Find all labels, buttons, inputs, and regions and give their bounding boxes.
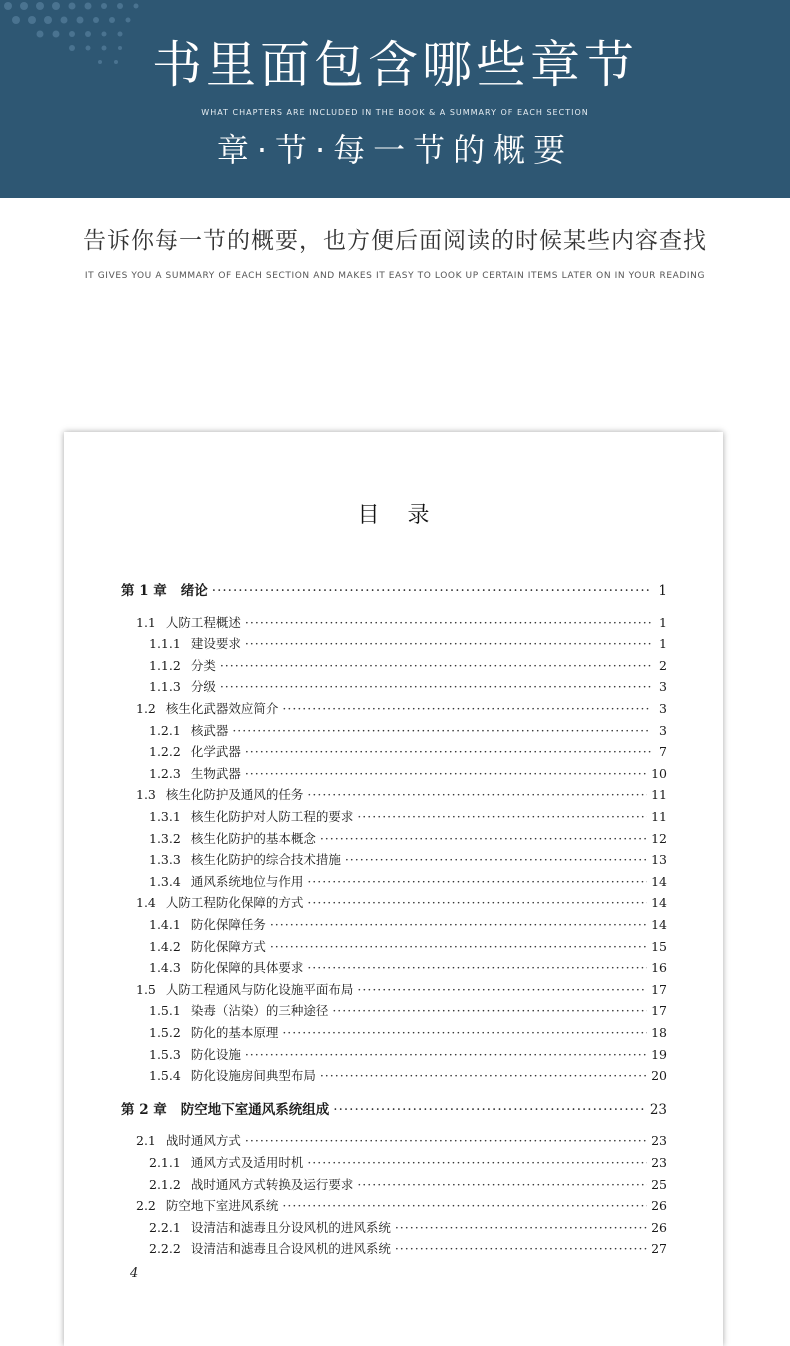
toc-number: 1.4.1 [149,917,181,932]
toc-page-number: 27 [651,1241,667,1257]
book-page [64,432,723,1346]
toc-page-number: 1 [659,614,667,630]
toc-subsection [149,808,667,826]
toc-section [136,614,667,632]
toc-entry-title: 防空地下室通风系统组成 [180,1101,330,1118]
toc-entry-title: 核生化武器效应简介 [165,701,279,716]
toc-page-number: 17 [651,981,667,997]
toc-page-number: 14 [651,895,667,911]
toc-leader [333,1101,646,1119]
toc-subsection [149,722,667,740]
toc-number: 1.1.2 [149,657,181,673]
toc-page-number: 1 [658,583,667,599]
toc-subsection [149,1240,667,1258]
toc-subsection [149,1002,667,1020]
toc-page-number: 16 [651,960,667,976]
toc-subsection [149,938,667,956]
toc-leader [245,1046,647,1064]
toc-number: 2.1.2 [149,1176,181,1192]
toc-leader [357,808,647,826]
toc-subsection [149,657,667,675]
toc-number: 1.2 [136,701,156,716]
toc-entry-title: 核生化防护对人防工程的要求 [190,809,354,824]
toc-entry-title: 防化设施房间典型布局 [190,1068,316,1084]
toc-leader [282,1024,647,1042]
toc-page-number: 13 [651,852,667,868]
toc-section [136,786,667,804]
toc-subsection [149,851,667,869]
toc-number: 第 1 章 [121,583,167,599]
toc-entry-title: 染毒（沾染）的三种途径 [190,1003,329,1019]
toc-chapter [121,582,667,600]
toc-entry-title: 防化保障方式 [190,938,266,954]
toc-number: 1.5.3 [149,1046,181,1062]
toc-leader [395,1240,647,1258]
toc-entry-title: 防化的基本原理 [190,1025,279,1040]
toc-leader [357,1176,647,1194]
toc-entry-title: 防化设施 [190,1046,241,1062]
toc-section [136,981,667,999]
toc-page-number: 1 [659,636,667,652]
toc-chapter [121,1101,667,1119]
toc-subsection [149,1219,667,1237]
toc-number: 2.2 [136,1198,156,1214]
toc-entry-title: 绪论 [180,583,208,599]
toc-subsection [149,678,667,696]
toc-entry-title: 分级 [190,679,216,695]
toc-leader [307,894,647,912]
toc-leader [270,938,647,956]
toc-entry-title: 核武器 [190,722,229,738]
toc-leader [245,765,647,783]
toc-entry-title: 核生化防护的基本概念 [190,830,316,846]
toc-number: 1.3.3 [149,852,181,868]
toc-entry-title: 建设要求 [190,636,241,652]
toc-number: 1.4 [136,895,156,911]
toc-page-number: 15 [651,938,667,954]
intro-text-en: IT GIVES YOU A SUMMARY OF EACH SECTION AND MAKES IT EASY TO LOOK UP CERTAIN ITEMS LATER ON IN YOUR READING [84,271,706,281]
toc-leader [332,1002,647,1020]
toc-section [136,1132,667,1150]
toc-page-number: 23 [651,1133,667,1149]
toc-leader [232,722,651,740]
toc-leader [345,851,647,869]
toc-number: 1.4.2 [149,938,181,954]
toc-subsection [149,1024,667,1042]
banner-subtitle: 章·节·每一节的概要 [216,131,574,169]
toc-leader [357,981,647,999]
toc-number: 1.5.2 [149,1025,181,1040]
toc-entry-title: 人防工程通风与防化设施平面布局 [165,981,354,997]
toc-entry-title: 防空地下室进风系统 [165,1198,279,1214]
toc-number: 1.3.4 [149,873,181,889]
toc-leader [282,700,651,718]
toc-entry-title: 通风方式及适用时机 [190,1155,304,1170]
toc-page-number: 12 [651,830,667,846]
toc-page-number: 26 [651,1219,667,1235]
toc-entry-title: 防化保障的具体要求 [190,960,304,976]
toc-leader [320,830,647,848]
toc-number: 1.5 [136,981,156,997]
toc-leader [320,1067,647,1085]
banner-title: 书里面包含哪些章节 [152,36,638,94]
toc-leader [282,1197,647,1215]
toc-page-number: 23 [649,1101,667,1118]
toc-page-number: 20 [651,1068,667,1084]
toc-number: 1.2.3 [149,765,181,781]
toc-subsection [149,635,667,653]
toc-entry-title: 设清洁和滤毒且分设风机的进风系统 [190,1219,391,1235]
toc-number: 1.2.1 [149,722,181,738]
toc-page-number: 3 [659,701,667,716]
toc-page-number: 10 [651,765,667,781]
toc-subsection [149,873,667,891]
toc-number: 1.1.3 [149,679,181,695]
toc-leader [212,582,651,600]
toc-page-number: 17 [651,1003,667,1019]
toc-section [136,894,667,912]
toc-page-number: 2 [659,657,667,673]
toc-page-number: 19 [651,1046,667,1062]
toc-page-number: 25 [651,1176,667,1192]
toc-section [136,700,667,718]
intro-text-cn: 告诉你每一节的概要，也方便后面阅读的时候某些内容查找 [83,228,707,254]
toc-subsection [149,743,667,761]
toc-page-number: 11 [651,809,667,824]
toc-number: 1.3.1 [149,809,181,824]
toc-number: 2.2.1 [149,1219,181,1235]
toc-subsection [149,1046,667,1064]
toc-number: 1.5.4 [149,1068,181,1084]
toc-subsection [149,765,667,783]
toc-page-number: 18 [651,1025,667,1040]
toc-title: 目录 [357,503,458,528]
toc-page-number: 3 [659,679,667,695]
toc-number: 2.1.1 [149,1155,181,1170]
toc-entry-title: 化学武器 [190,744,241,760]
toc-subsection [149,959,667,977]
toc-section [136,1197,667,1215]
toc-page-number: 14 [651,917,667,932]
toc-page-number: 11 [651,787,667,803]
toc-entry-title: 防化保障任务 [190,917,266,932]
toc-leader [245,743,651,761]
toc-entry-title: 核生化防护及通风的任务 [165,787,304,803]
toc-leader [307,1154,647,1172]
toc-entry-title: 战时通风方式转换及运行要求 [190,1176,354,1192]
toc-page-number: 3 [659,722,667,738]
toc-leader [220,657,651,675]
toc-number: 1.3 [136,787,156,803]
toc-number: 1.4.3 [149,960,181,976]
toc-subsection [149,1176,667,1194]
toc-leader [307,873,647,891]
toc-page-number: 23 [651,1155,667,1170]
toc-leader [270,916,647,934]
toc-leader [307,959,647,977]
toc-page-number: 7 [659,744,667,760]
header-banner [0,0,790,198]
toc-number: 2.2.2 [149,1241,181,1257]
toc-number: 1.1.1 [149,636,181,652]
toc-entry-title: 生物武器 [190,765,241,781]
page-number: 4 [130,1266,139,1281]
toc-leader [220,678,651,696]
banner-subtitle-en: WHAT CHAPTERS ARE INCLUDED IN THE BOOK & A SUMMARY OF EACH SECTION [201,108,589,117]
toc-entry-title: 人防工程概述 [165,614,241,630]
toc-entry-title: 设清洁和滤毒且合设风机的进风系统 [190,1241,391,1257]
toc-leader [395,1219,647,1237]
toc-number: 1.1 [136,614,156,630]
toc-leader [245,614,651,632]
toc-entry-title: 通风系统地位与作用 [190,873,304,889]
toc-subsection [149,1067,667,1085]
toc-number: 1.3.2 [149,830,181,846]
toc-number: 第 2 章 [121,1101,167,1118]
toc-subsection [149,830,667,848]
toc-number: 1.5.1 [149,1003,181,1019]
toc-entry-title: 核生化防护的综合技术措施 [190,852,341,868]
toc-subsection [149,916,667,934]
toc-leader [245,635,651,653]
toc-entry-title: 分类 [190,657,216,673]
toc-leader [307,786,647,804]
toc-subsection [149,1154,667,1172]
toc-number: 1.2.2 [149,744,181,760]
toc-leader [245,1132,647,1150]
toc-entry-title: 战时通风方式 [165,1133,241,1149]
toc-entry-title: 人防工程防化保障的方式 [165,895,304,911]
toc-number: 2.1 [136,1133,156,1149]
toc-page-number: 26 [651,1198,667,1214]
toc-page-number: 14 [651,873,667,889]
